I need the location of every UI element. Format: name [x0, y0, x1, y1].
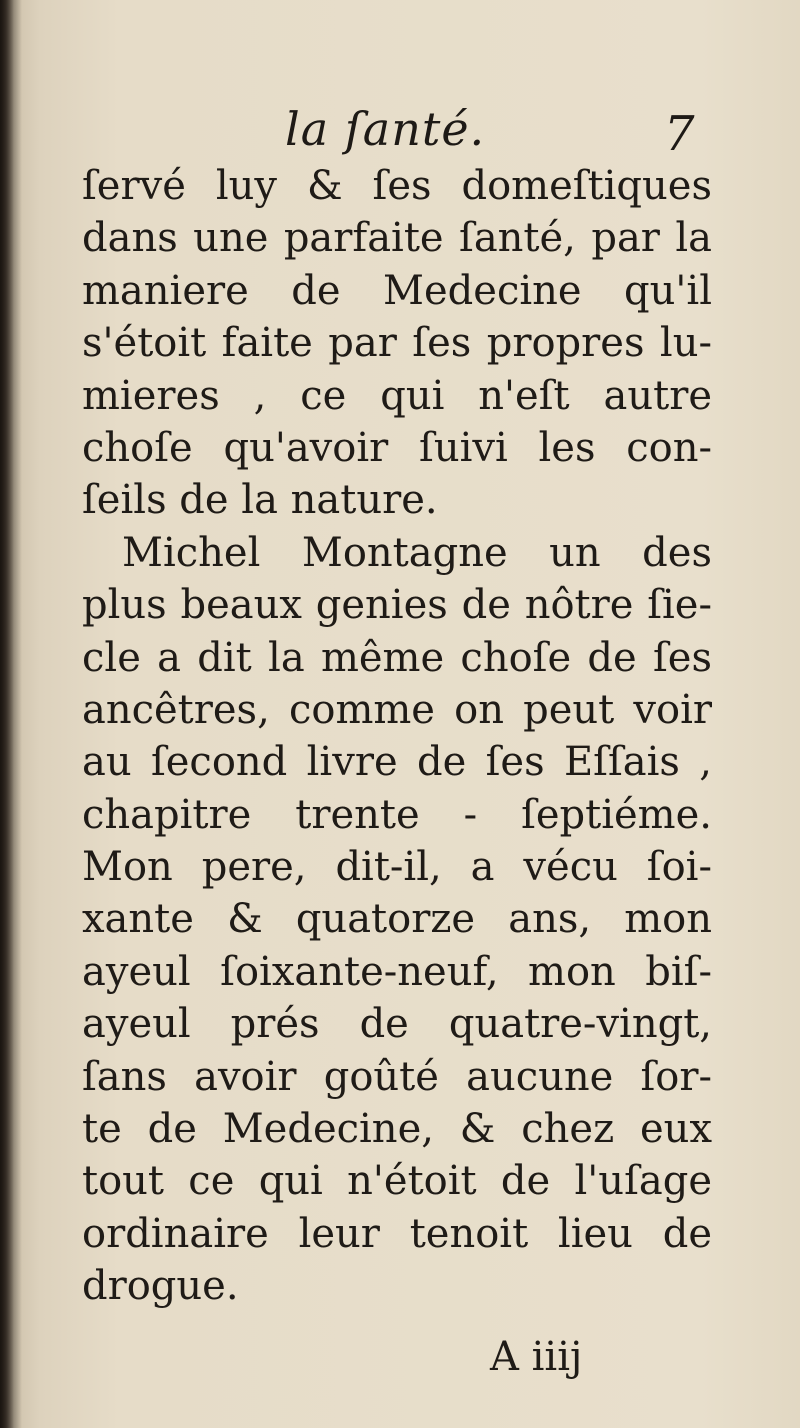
text-line: mieres , ce qui n'eſt autre: [82, 372, 712, 419]
text-line: chapitre trente - ſeptiéme.: [82, 791, 712, 838]
text-line: ancêtres, comme on peut voir: [82, 686, 712, 733]
text-line: s'étoit faite par ſes propres lu-: [82, 320, 712, 367]
text-line: ſeils de la nature.: [82, 477, 438, 524]
text-line: drogue.: [82, 1263, 239, 1310]
text-line: xante & quatorze ans, mon: [82, 896, 712, 943]
text-line: ordinaire leur tenoit lieu de: [82, 1210, 712, 1257]
binding-gutter: [0, 0, 22, 1428]
text-line: maniere de Medecine qu'il: [82, 267, 712, 314]
page-number: 7: [664, 106, 695, 162]
text-line: cle a dit la même choſe de ſes: [82, 634, 712, 681]
body-text: [82, 160, 712, 1313]
text-line: ſans avoir goûté aucune ſor-: [82, 1053, 712, 1100]
running-head: la ſanté.: [285, 102, 486, 156]
text-line: te de Medecine, & chez eux: [82, 1106, 712, 1153]
text-line: Michel Montagne un des: [122, 529, 712, 576]
text-line: ayeul prés de quatre-vingt,: [82, 1001, 712, 1048]
text-line: tout ce qui n'étoit de l'uſage: [82, 1158, 712, 1205]
text-line: dans une parfaite ſanté, par la: [82, 215, 712, 262]
text-line: ayeul ſoixante-neuf, mon biſ-: [82, 948, 712, 995]
text-line: choſe qu'avoir ſuivi les con-: [82, 424, 712, 471]
signature-mark: A iiij: [490, 1334, 583, 1380]
text-line: au ſecond livre de ſes Eſſais ,: [82, 739, 712, 786]
text-line: ſervé luy & ſes domeſtiques: [82, 163, 712, 209]
text-line: plus beaux genies de nôtre ſie-: [82, 582, 712, 629]
text-line: Mon pere, dit-il, a vécu ſoi-: [82, 844, 712, 891]
